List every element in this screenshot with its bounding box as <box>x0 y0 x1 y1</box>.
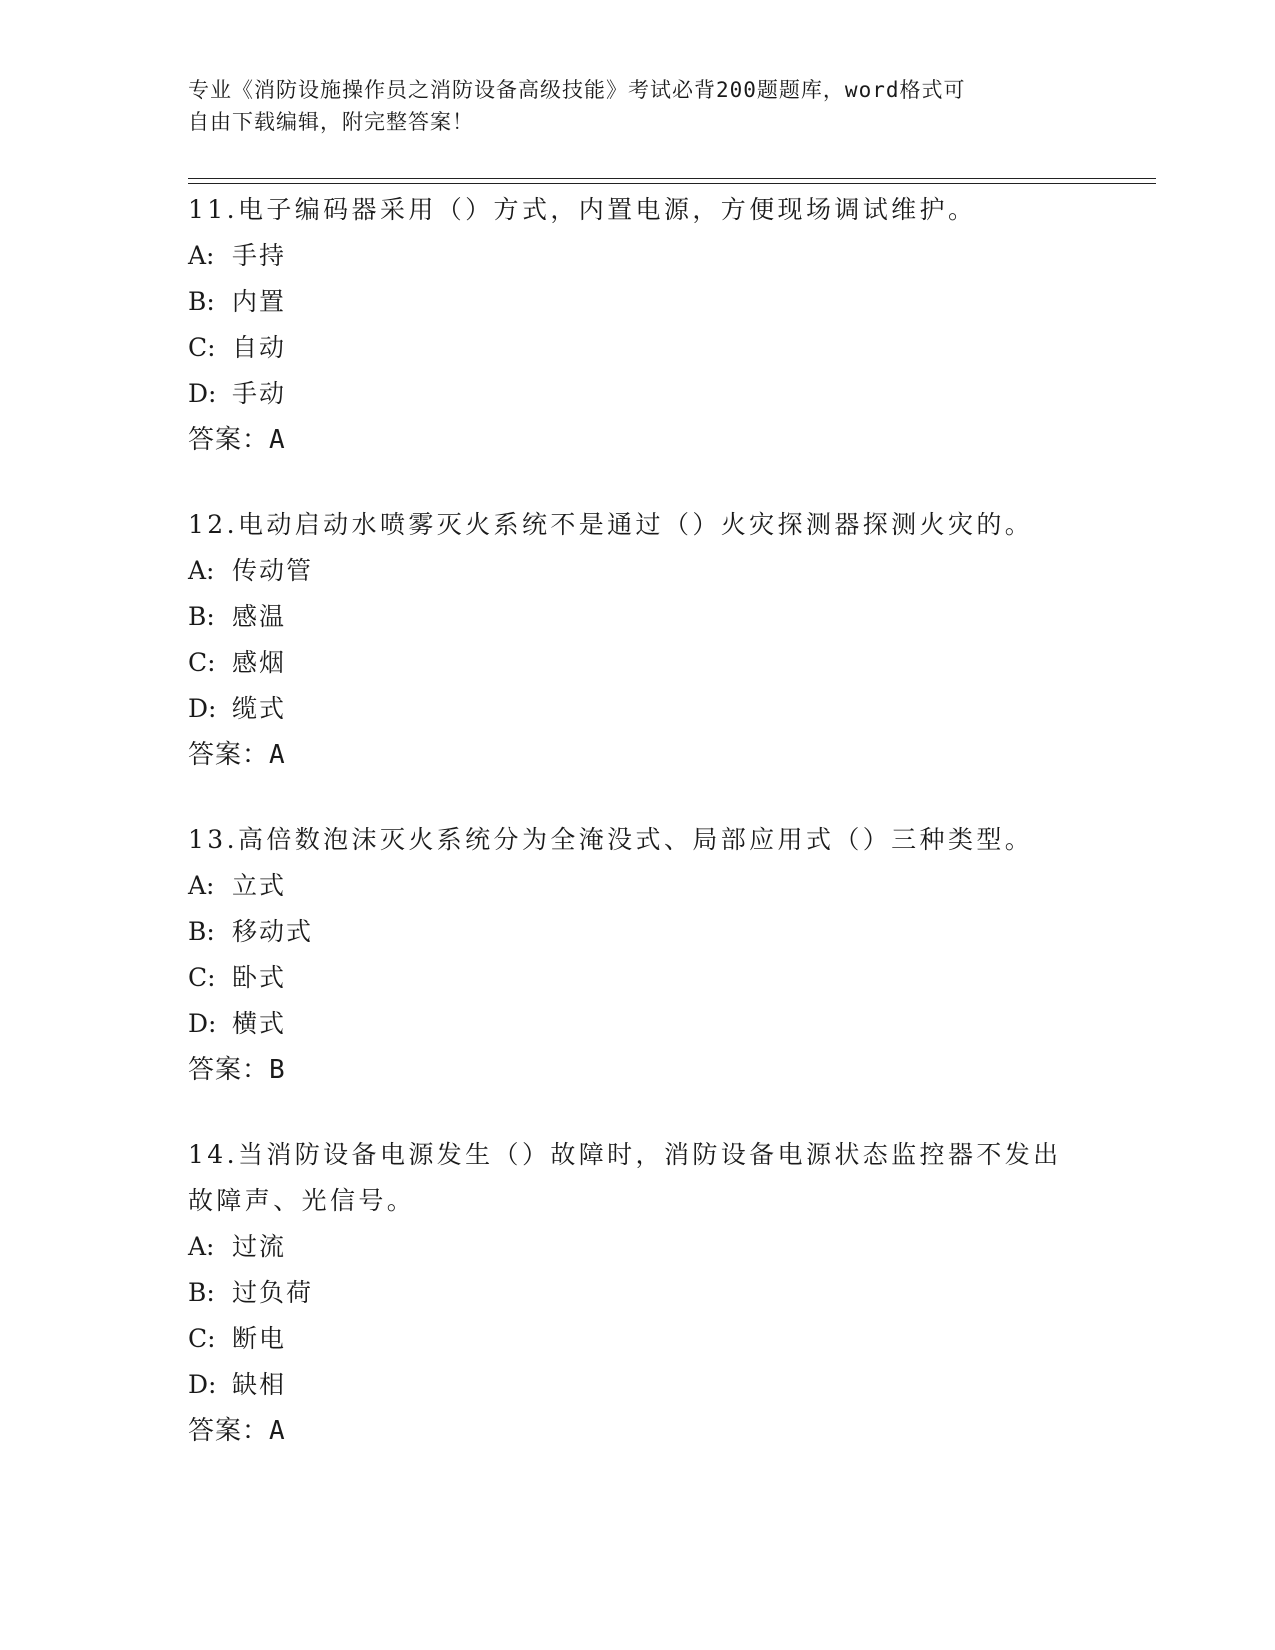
option-letter: D: <box>188 694 217 723</box>
option-text: 感烟 <box>232 648 287 677</box>
option-text: 手动 <box>232 379 287 408</box>
option-text: 立式 <box>232 871 287 900</box>
question-11 <box>188 187 1088 463</box>
option-letter: C: <box>188 1324 216 1353</box>
option-a <box>188 548 1088 594</box>
document-header <box>188 74 1088 138</box>
answer-line <box>188 1408 1088 1454</box>
option-letter: B: <box>188 917 215 946</box>
option-letter: A: <box>188 556 215 585</box>
option-letter: B: <box>188 1278 215 1307</box>
option-letter: A: <box>188 871 215 900</box>
option-letter: A: <box>188 241 215 270</box>
answer-value: B <box>269 1055 286 1085</box>
option-b <box>188 594 1088 640</box>
option-d <box>188 686 1088 732</box>
answer-label: 答案： <box>188 425 270 455</box>
option-text: 感温 <box>232 602 287 631</box>
option-b <box>188 279 1088 325</box>
header-divider-top <box>188 178 1156 179</box>
question-12 <box>188 502 1088 778</box>
option-text: 内置 <box>232 287 287 316</box>
answer-value: A <box>269 1416 286 1446</box>
option-d <box>188 371 1088 417</box>
option-text: 自动 <box>232 333 287 362</box>
option-b <box>188 909 1088 955</box>
option-d <box>188 1362 1088 1408</box>
option-a <box>188 233 1088 279</box>
option-c <box>188 325 1088 371</box>
header-line-2: 自由下载编辑，附完整答案！ <box>188 110 474 134</box>
header-divider-bottom <box>188 183 1156 184</box>
option-c <box>188 1316 1088 1362</box>
option-text: 横式 <box>232 1009 287 1038</box>
option-b <box>188 1270 1088 1316</box>
option-letter: D: <box>188 1370 217 1399</box>
answer-line <box>188 1047 1088 1093</box>
answer-line <box>188 732 1088 778</box>
option-letter: C: <box>188 333 216 362</box>
answer-value: A <box>269 425 286 455</box>
option-letter: B: <box>188 602 215 631</box>
option-text: 手持 <box>232 241 287 270</box>
question-stem: 14.当消防设备电源发生（）故障时，消防设备电源状态监控器不发出故障声、光信号。 <box>188 1140 1062 1215</box>
header-line-1: 专业《消防设施操作员之消防设备高级技能》考试必背200题题库，word格式可 <box>188 78 966 102</box>
option-c <box>188 955 1088 1001</box>
option-letter: C: <box>188 963 216 992</box>
question-stem: 11.电子编码器采用（）方式，内置电源，方便现场调试维护。 <box>188 195 977 224</box>
option-text: 传动管 <box>232 556 314 585</box>
question-14 <box>188 1132 1088 1454</box>
option-text: 卧式 <box>232 963 287 992</box>
question-13 <box>188 817 1088 1093</box>
answer-label: 答案： <box>188 740 270 770</box>
answer-line <box>188 417 1088 463</box>
option-text: 移动式 <box>232 917 314 946</box>
option-a <box>188 863 1088 909</box>
option-letter: B: <box>188 287 215 316</box>
option-a <box>188 1224 1088 1270</box>
option-text: 过流 <box>232 1232 287 1261</box>
option-letter: C: <box>188 648 216 677</box>
option-text: 过负荷 <box>232 1278 314 1307</box>
option-text: 缺相 <box>232 1370 287 1399</box>
option-c <box>188 640 1088 686</box>
option-text: 缆式 <box>232 694 287 723</box>
question-stem: 13.高倍数泡沫灭火系统分为全淹没式、局部应用式（）三种类型。 <box>188 825 1034 854</box>
answer-label: 答案： <box>188 1055 270 1085</box>
option-letter: D: <box>188 379 217 408</box>
option-letter: D: <box>188 1009 217 1038</box>
answer-value: A <box>269 740 286 770</box>
answer-label: 答案： <box>188 1416 270 1446</box>
option-letter: A: <box>188 1232 215 1261</box>
option-text: 断电 <box>232 1324 287 1353</box>
question-stem: 12.电动启动水喷雾灭火系统不是通过（）火灾探测器探测火灾的。 <box>188 510 1034 539</box>
option-d <box>188 1001 1088 1047</box>
